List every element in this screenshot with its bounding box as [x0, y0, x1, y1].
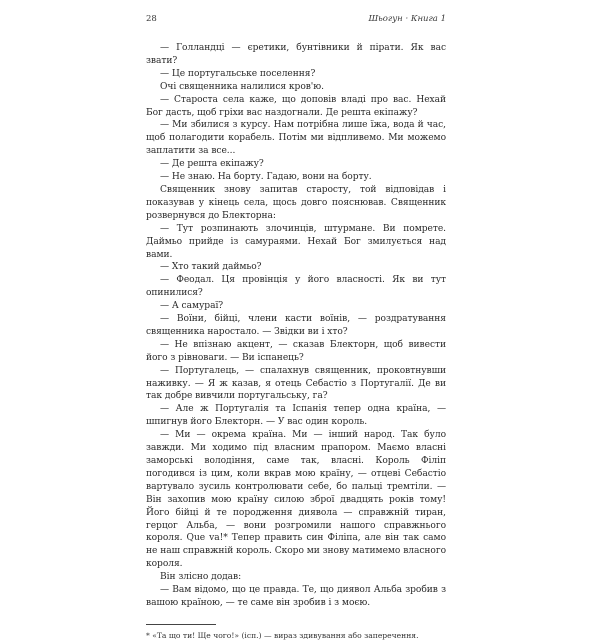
paragraph: — Де решта екіпажу? — [160, 159, 264, 170]
running-title: Шьогун · Книга 1 — [368, 14, 446, 24]
paragraph: — Це португальське поселення? — [160, 68, 316, 79]
paragraph: — Воїни, бійці, члени касти воїнів, — роздратування священника наростало. — Звідки ви і хто? — [146, 314, 446, 337]
paragraph: — Португалець, — спалахнув священник, проковтнувши наживку. — Я ж казав, я отець Себастіо з Португалії. Де ви так добре вивчили португальську, га? — [146, 365, 446, 402]
body-text — [146, 42, 446, 610]
paragraph: Він злісно додав: — [160, 572, 242, 583]
page-header — [146, 14, 446, 32]
footnote-divider — [146, 624, 216, 625]
paragraph: — А самураї? — [160, 301, 224, 312]
paragraph: — Тут розпинають злочинців, штурмане. Ви помрете. Даймьо прийде із самураями. Нехай Бог змилується над вами. — [146, 223, 446, 260]
paragraph: Священник знову запитав старосту, той відповідав і показував у кінець села, щось довго пояснював. Священник розвернувся до Блекторна: — [146, 184, 446, 221]
paragraph: Очі священника налилися кров'ю. — [160, 81, 324, 92]
paragraph: — Голландці — єретики, бунтівники й пірати. Як вас звати? — [146, 43, 446, 66]
paragraph: — Але ж Португалія та Іспанія тепер одна країна, — шпигнув його Блекторн. — У вас один король. — [146, 404, 446, 428]
paragraph: — Хто такий даймьо? — [160, 262, 262, 273]
paragraph: — Староста села каже, що доповів владі про вас. Нехай Бог дасть, щоб гріхи вас наздогнали. Де решта екіпажу? — [146, 94, 446, 118]
paragraph: — Ми — окрема країна. Ми — інший народ. Так було завжди. Ми ходимо під власним прапором. Маємо власні заморські володіння, саме так, власні. Король Філіп погодився із цим, коли вкрав мою країну, — отцеві Себастіо вартувало зусиль контролювати себе, бо пальці тремтіли. — Він захопив мою країну силою зброї двадцять років тому! Його бійці й те породження диявола — справжній тиран, герцог Альба, — вони розгромили нашого справжнього короля. Que va!* Тепер править син Філіпа, але він так само не наш справжній король. Скоро ми знову матимемо власного короля. — [146, 430, 446, 570]
book-page — [146, 14, 446, 640]
paragraph: — Не знаю. На борту. Гадаю, вони на борту. — [160, 172, 372, 183]
paragraph: — Вам відомо, що це правда. Те, що диявол Альба зробив з вашою країною, — те саме він зробив і з моєю. — [146, 585, 446, 608]
footnote: * «Та що ти! Ще чого!» (ісп.) — вираз здивування або заперечення. — [146, 630, 419, 640]
page-number: 28 — [146, 14, 157, 24]
paragraph: — Феодал. Ця провінція у його власності. Як ви тут опинилися? — [146, 275, 446, 299]
paragraph: — Не впізнаю акцент, — сказав Блекторн, щоб вивести його з рівноваги. — Ви іспанець? — [146, 339, 446, 363]
paragraph: — Ми збилися з курсу. Нам потрібна лише їжа, вода й час, щоб полагодити корабель. Потім ми відпливемо. Ми можемо заплатити за все... — [146, 120, 446, 157]
